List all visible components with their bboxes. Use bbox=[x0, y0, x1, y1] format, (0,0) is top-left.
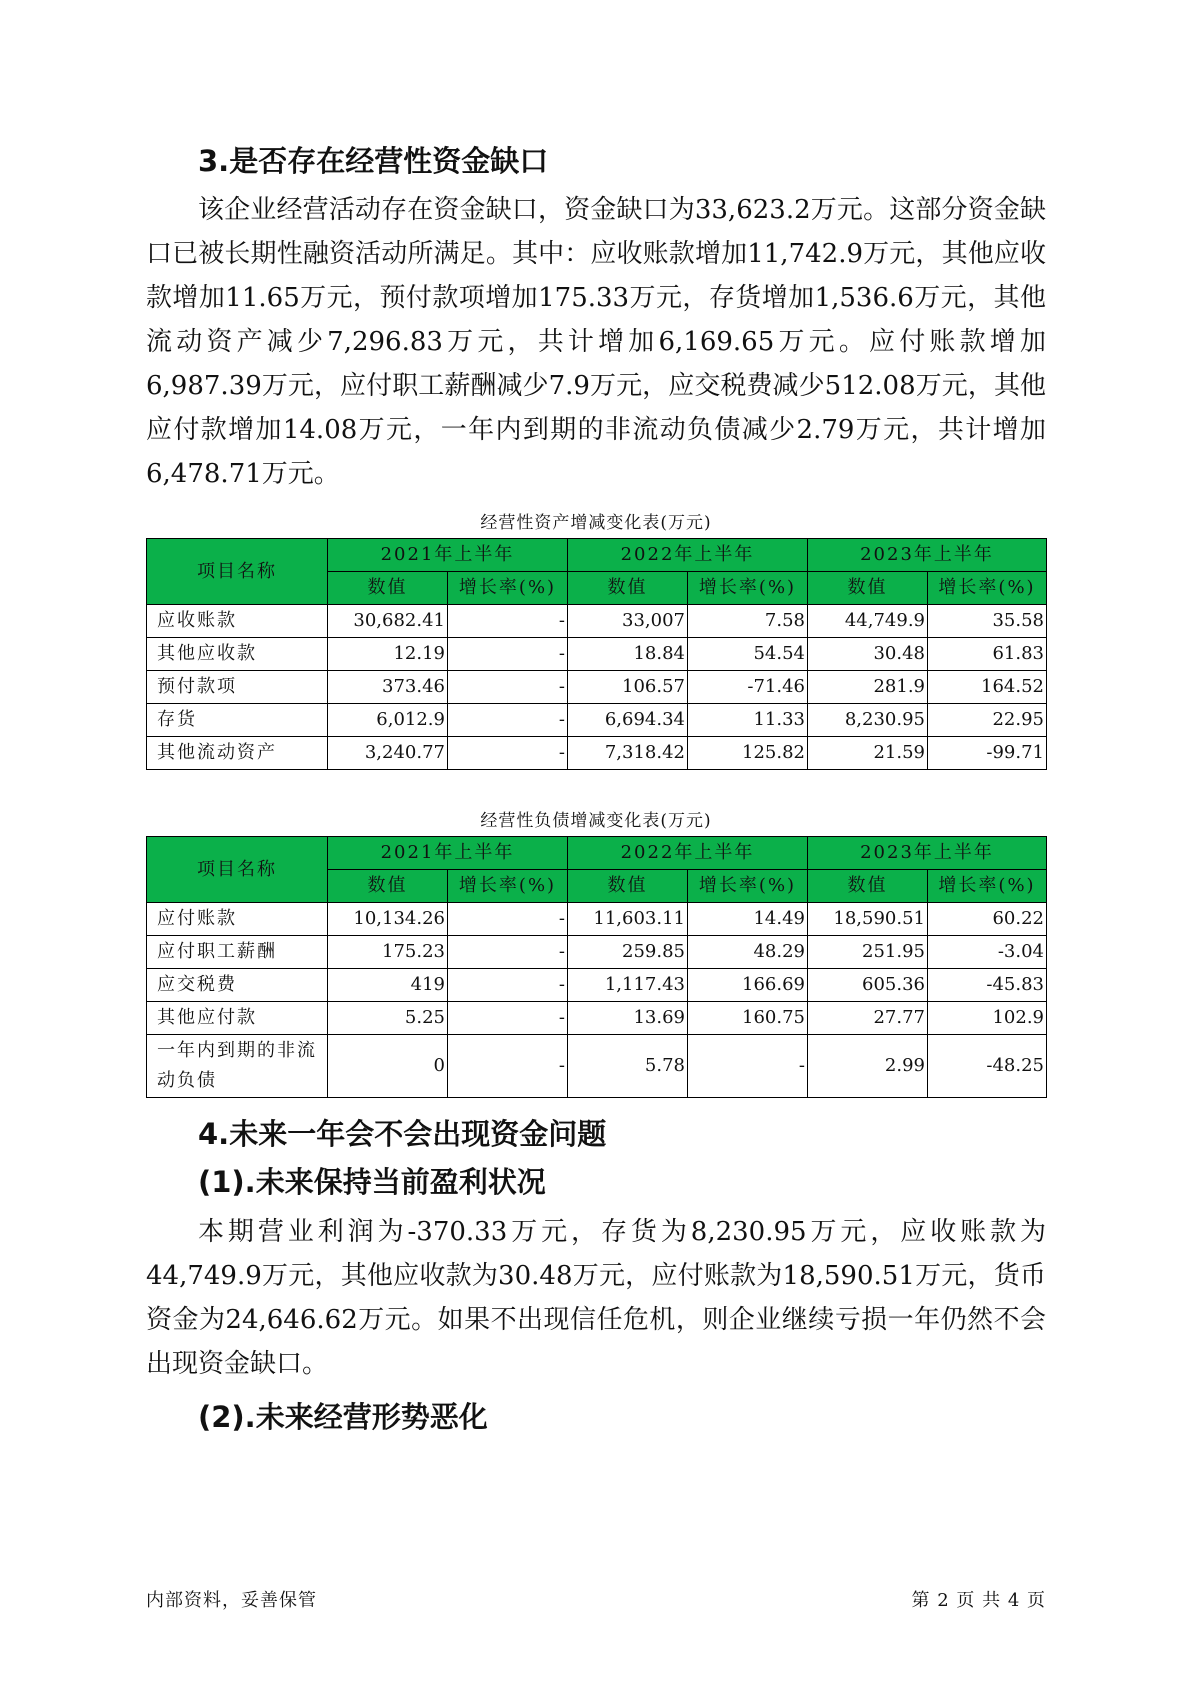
value-cell: 3,240.77 bbox=[328, 737, 448, 770]
growth-rate-cell: 125.82 bbox=[688, 737, 808, 770]
value-cell: 18.84 bbox=[568, 638, 688, 671]
liability-table-caption: 经营性负债增减变化表(万元) bbox=[480, 811, 712, 831]
value-cell: 44,749.9 bbox=[808, 605, 928, 638]
growth-rate-cell: -71.46 bbox=[688, 671, 808, 704]
row-item-name: 其他流动资产 bbox=[147, 737, 328, 770]
growth-rate-cell: - bbox=[448, 969, 568, 1002]
table-row bbox=[147, 1002, 1047, 1035]
growth-rate-cell: - bbox=[448, 1002, 568, 1035]
growth-rate-cell: - bbox=[448, 671, 568, 704]
table-row bbox=[147, 638, 1047, 671]
growth-rate-cell: -45.83 bbox=[928, 969, 1047, 1002]
row-item-name: 存货 bbox=[147, 704, 328, 737]
header-value: 数值 bbox=[568, 870, 688, 903]
table-row bbox=[147, 1035, 1047, 1098]
row-item-name: 一年内到期的非流动负债 bbox=[147, 1035, 328, 1098]
section-4-2-heading: (2).未来经营形势恶化 bbox=[198, 1400, 488, 1434]
header-growth: 增长率(%) bbox=[688, 572, 808, 605]
header-value: 数值 bbox=[328, 870, 448, 903]
header-period-2022: 2022年上半年 bbox=[568, 539, 808, 572]
value-cell: 8,230.95 bbox=[808, 704, 928, 737]
row-item-name: 应付职工薪酬 bbox=[147, 936, 328, 969]
section-3-heading: 3.是否存在经营性资金缺口 bbox=[198, 144, 549, 178]
header-item-name: 项目名称 bbox=[147, 837, 328, 903]
growth-rate-cell: 61.83 bbox=[928, 638, 1047, 671]
value-cell: 7,318.42 bbox=[568, 737, 688, 770]
growth-rate-cell: 166.69 bbox=[688, 969, 808, 1002]
row-item-name: 其他应付款 bbox=[147, 1002, 328, 1035]
section-4-heading: 4.未来一年会不会出现资金问题 bbox=[198, 1117, 607, 1151]
value-cell: 259.85 bbox=[568, 936, 688, 969]
header-period-2023: 2023年上半年 bbox=[808, 539, 1047, 572]
header-period-2021: 2021年上半年 bbox=[328, 539, 568, 572]
growth-rate-cell: -48.25 bbox=[928, 1035, 1047, 1098]
growth-rate-cell: - bbox=[448, 605, 568, 638]
value-cell: 13.69 bbox=[568, 1002, 688, 1035]
growth-rate-cell: 7.58 bbox=[688, 605, 808, 638]
growth-rate-cell: 11.33 bbox=[688, 704, 808, 737]
header-period-2023: 2023年上半年 bbox=[808, 837, 1047, 870]
growth-rate-cell: -99.71 bbox=[928, 737, 1047, 770]
header-value: 数值 bbox=[808, 572, 928, 605]
row-item-name: 应付账款 bbox=[147, 903, 328, 936]
growth-rate-cell: - bbox=[448, 936, 568, 969]
growth-rate-cell: 102.9 bbox=[928, 1002, 1047, 1035]
header-value: 数值 bbox=[328, 572, 448, 605]
value-cell: 5.78 bbox=[568, 1035, 688, 1098]
value-cell: 6,694.34 bbox=[568, 704, 688, 737]
header-item-name: 项目名称 bbox=[147, 539, 328, 605]
growth-rate-cell: 35.58 bbox=[928, 605, 1047, 638]
value-cell: 27.77 bbox=[808, 1002, 928, 1035]
table-row bbox=[147, 903, 1047, 936]
header-growth: 增长率(%) bbox=[688, 870, 808, 903]
asset-change-table bbox=[146, 538, 1047, 770]
growth-rate-cell: - bbox=[448, 737, 568, 770]
growth-rate-cell: 164.52 bbox=[928, 671, 1047, 704]
footer-confidential-note: 内部资料，妥善保管 bbox=[146, 1590, 317, 1611]
growth-rate-cell: 22.95 bbox=[928, 704, 1047, 737]
value-cell: 10,134.26 bbox=[328, 903, 448, 936]
liability-change-table bbox=[146, 836, 1047, 1098]
value-cell: 281.9 bbox=[808, 671, 928, 704]
growth-rate-cell: 60.22 bbox=[928, 903, 1047, 936]
growth-rate-cell: - bbox=[448, 704, 568, 737]
value-cell: 2.99 bbox=[808, 1035, 928, 1098]
value-cell: 605.36 bbox=[808, 969, 928, 1002]
growth-rate-cell: - bbox=[448, 1035, 568, 1098]
value-cell: 175.23 bbox=[328, 936, 448, 969]
growth-rate-cell: 160.75 bbox=[688, 1002, 808, 1035]
value-cell: 33,007 bbox=[568, 605, 688, 638]
value-cell: 12.19 bbox=[328, 638, 448, 671]
row-item-name: 预付款项 bbox=[147, 671, 328, 704]
table-row bbox=[147, 737, 1047, 770]
growth-rate-cell: 48.29 bbox=[688, 936, 808, 969]
section-4-1-paragraph: 本期营业利润为-370.33万元，存货为8,230.95万元，应收账款为44,749.9万元，其他应收款为30.48万元，应付账款为18,590.51万元，货币资金为24,646.62万元。如果不出现信任危机，则企业继续亏损一年仍然不会出现资金缺口。 bbox=[146, 1217, 1046, 1379]
asset-table-caption: 经营性资产增减变化表(万元) bbox=[480, 513, 712, 533]
growth-rate-cell: 54.54 bbox=[688, 638, 808, 671]
table-row bbox=[147, 969, 1047, 1002]
header-period-2021: 2021年上半年 bbox=[328, 837, 568, 870]
header-growth: 增长率(%) bbox=[928, 572, 1047, 605]
value-cell: 106.57 bbox=[568, 671, 688, 704]
growth-rate-cell: 14.49 bbox=[688, 903, 808, 936]
row-item-name: 应交税费 bbox=[147, 969, 328, 1002]
growth-rate-cell: -3.04 bbox=[928, 936, 1047, 969]
row-item-name: 应收账款 bbox=[147, 605, 328, 638]
table-row bbox=[147, 671, 1047, 704]
value-cell: 419 bbox=[328, 969, 448, 1002]
value-cell: 30,682.41 bbox=[328, 605, 448, 638]
value-cell: 1,117.43 bbox=[568, 969, 688, 1002]
value-cell: 373.46 bbox=[328, 671, 448, 704]
section-4-1-heading: (1).未来保持当前盈利状况 bbox=[198, 1165, 546, 1199]
header-growth: 增长率(%) bbox=[448, 572, 568, 605]
value-cell: 11,603.11 bbox=[568, 903, 688, 936]
value-cell: 21.59 bbox=[808, 737, 928, 770]
value-cell: 5.25 bbox=[328, 1002, 448, 1035]
header-value: 数值 bbox=[568, 572, 688, 605]
table-row bbox=[147, 605, 1047, 638]
value-cell: 6,012.9 bbox=[328, 704, 448, 737]
header-period-2022: 2022年上半年 bbox=[568, 837, 808, 870]
header-growth: 增长率(%) bbox=[928, 870, 1047, 903]
growth-rate-cell: - bbox=[448, 638, 568, 671]
table-row bbox=[147, 704, 1047, 737]
value-cell: 251.95 bbox=[808, 936, 928, 969]
section-3-paragraph: 该企业经营活动存在资金缺口，资金缺口为33,623.2万元。这部分资金缺口已被长期性融资活动所满足。其中：应收账款增加11,742.9万元，其他应收款增加11.65万元，预付款项增加175.33万元，存货增加1,536.6万元，其他流动资产减少7,296.83万元，共计增加6,169.65万元。应付账款增加6,987.39万元，应付职工薪酬减少7.9万元，应交税费减少512.08万元，其他应付款增加14.08万元，一年内到期的非流动负债减少2.79万元，共计增加6,478.71万元。 bbox=[146, 195, 1046, 489]
value-cell: 30.48 bbox=[808, 638, 928, 671]
footer-page-number: 第 2 页 共 4 页 bbox=[911, 1590, 1046, 1611]
value-cell: 18,590.51 bbox=[808, 903, 928, 936]
row-item-name: 其他应收款 bbox=[147, 638, 328, 671]
header-value: 数值 bbox=[808, 870, 928, 903]
table-row bbox=[147, 936, 1047, 969]
header-growth: 增长率(%) bbox=[448, 870, 568, 903]
growth-rate-cell: - bbox=[448, 903, 568, 936]
growth-rate-cell: - bbox=[688, 1035, 808, 1098]
value-cell: 0 bbox=[328, 1035, 448, 1098]
